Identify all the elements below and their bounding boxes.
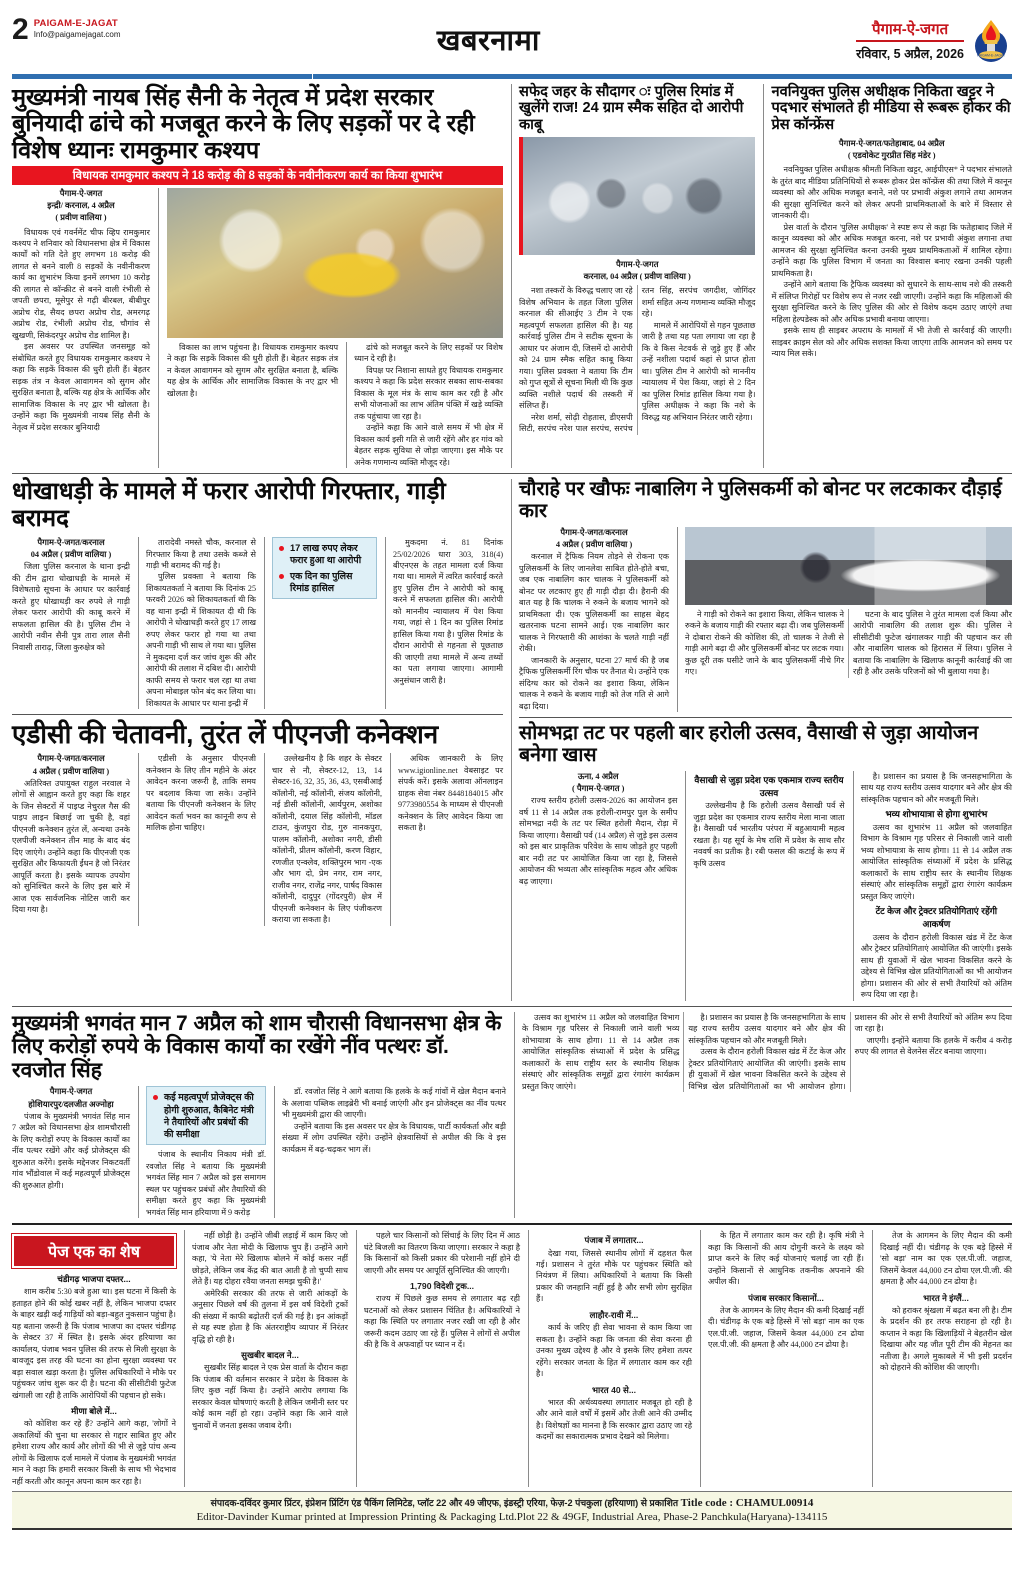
road-byline-1: पैगाम-ऐ-जगत/करनाल — [560, 527, 628, 537]
road-para-2: जानकारी के अनुसार, घटना 27 मार्च की है जब ट्रैफिक पुलिसकर्मी रिंग चौक पर तैनात थे। उन्होंने एक संदिग्ध कार को रोकने का इशारा किया, लेकिन चालक ने रुकने के बजाय गाड़ी को तेज गति से आगे बढ़ा दिया। — [519, 655, 670, 711]
holi-para-5: उत्सव के दौरान हरोली विकास खंड में टेंट केज और ट्रेक्टर प्रतियोगिताएं आयोजित की जाएंगी। इसके साथ ही युवाओं में खेल भावना विकसित करने के उद्देश्य से विभिन्न खेल प्रतियोगिताओं का भी आयोजन होगा। प्रशासन की ओर से सभी तैयारियों को अंतिम रूप दिया जा रहा है। — [860, 932, 1013, 1000]
rest-item-title: भारत 40 से... — [592, 1384, 636, 1395]
page-one-rest-section — [12, 1230, 1012, 1487]
fraud-para-1: जिला पुलिस करनाल के थाना इन्द्री की टीम द्वारा धोखाधड़ी के मामले में विशेषताग्रे सूचना के आधार पर कार्रवाई करते हुए धोखाधड़ी कर रुपये ले गाड़ी लेकर फरार आरोपी की काबू करने में सफलता हासिल की है। पुलिस टीम ने आरोपी नवीन सैनी पुत्र तारा लाल सैनी निवासी ताराढ़, जिला कुरुक्षेत्र को — [12, 562, 130, 652]
bhagwant-byline-1: पैगाम-ऐ-जगत — [49, 1087, 93, 1097]
holi-subhead-3: टेंट केज और ट्रेक्टर प्रतियोगिताएं रहेंगी आकर्षण — [875, 906, 998, 930]
page-one-rest-col-1 — [12, 1230, 176, 1487]
footer-imprint-hi: संपादक-दविंदर कुमार प्रिंटर, इंप्रेशन प्रिंटिंग एंड पैकिंग लिमिटेड, प्लॉट 22 और 49 जीएफ, इंडस्ट्री एरिया, फेज़-2 पंचकुला (हरियाणा) से प्रकाशित — [210, 1498, 679, 1509]
road-article — [512, 479, 1012, 712]
rest-item-body: को हराकर श्रृंखला में बढ़त बना ली है। टीम के प्रदर्शन की हर तरफ सराहना हो रही है। कप्तान ने कहा कि खिलाड़ियों ने बेहतरीन खेल दिखाया और यह जीत पूरी टीम की मेहनत का नतीजा है। अगले मुकाबले में भी इसी प्रदर्शन को दोहराने की कोशिश की जाएगी। — [880, 1305, 1012, 1373]
page-number: 2 — [12, 13, 29, 46]
smack-headline: सफेद जहर के सौदागर ः पुलिस रिमांड में खुलेंगे राज! 24 ग्राम स्मैक सहित दो आरोपी काबू — [518, 84, 744, 133]
sp-para-4: इसके साथ ही साइबर अपराध के मामलों में भी तेजी से कार्रवाई की जाएगी। साइबर क्राइम सेल को और अधिक सशक्त किया जाएगा ताकि आमजन को समय पर न्याय मिल सके। — [771, 326, 1012, 359]
bhagwant-article — [12, 1012, 506, 1219]
sp-article — [763, 84, 1012, 468]
holi-cont-para-1: उत्सव का शुभारंभ 11 अप्रैल को जलवाहित विभाग के विश्राम गृह परिसर से निकाली जाने वाली भव्य शोभायात्रा के साथ होगा। 11 से 14 अप्रैल तक आयोजित सांस्कृतिक संध्याओं में प्रदेश के प्रसिद्ध कलाकारों के साथ राष्ट्रीय स्तर के स्थानीय शिक्षक संस्थाएं और सांस्कृतिक समूहों द्वारा रंगारंग कार्यक्रम प्रस्तुत किए जाएंगे। — [522, 1012, 680, 1091]
right-stack — [511, 479, 1012, 1001]
masthead-brand-block — [34, 16, 121, 40]
rest-item-body: को कोशिश कर रहे हैं? उन्होंने आगे कहा, 'लोगों ने अकालियों की चुना था सरकार से गद्दार साबित हुए और हमेशा राज्य और कार्य और लोगों की भी से जुड़े पांच अन्य लोगों के खिलाफ दर्ज मामले में पंजाब के मुख्यमंत्री भगवंत मान ने कहा कि हमारी सरकार किसी के साथ भी भेदभाव नहीं करती और कानून अपना काम कर रहा है। — [12, 1419, 176, 1486]
svg-text:PAIGAM-E-JAGAT: PAIGAM-E-JAGAT — [976, 53, 1006, 58]
fraud-bullet-item: 17 लाख रुपए लेकर फरार हुआ था आरोपी — [279, 542, 370, 567]
bhagwant-bullet-box — [146, 1086, 266, 1145]
sp-byline-1: पैगाम-ऐ-जगत/फतेहाबाद, 04 अप्रैल — [838, 139, 945, 149]
contact-email: Info@paigamejagat.com — [33, 30, 121, 40]
smack-byline-2: करनाल, 04 अप्रैल ( प्रवीण वालिया ) — [583, 272, 691, 282]
lead-article — [12, 84, 503, 468]
lead-col1-para1: विधायक एवं गवर्नमेंट चीफ व्हिप रामकुमार कश्यप ने शनिवार को विधानसभा क्षेत्र में विकास कार्यों को गति देते हुए लगभग 18 करोड़ की लागत से बनने वाली 8 सड़कों के नवीनीकरण कार्य का शुभारंभ किया इनमें लगभग 10 करोड़ की लागत से कॉन्क्रीट से बनने वाली रंभीली से जपती छपरा, मूसेपुर से गढ़ी बीरबल, बीबीपुर अप्रोच रोड, सैयद छपरा अप्रोच रोड, अमरगढ़ अप्रोच रोड, रंभीली अप्रोच रोड, चौगांव से खुखणी, सिकंदरपुर अप्रोच रोड शामिल है। — [12, 227, 150, 340]
masthead-divider — [12, 74, 1012, 79]
rest-item-body: राज्य में पिछले कुछ समय से लगातार बढ़ रही घटनाओं को लेकर प्रशासन चिंतित है। अधिकारियों ने कहा कि स्थिति पर लगातार नजर रखी जा रही है और जरूरी कदम उठाए जा रहे हैं। पुलिस ने लोगों से अपील की है कि वे अफवाहों पर ध्यान न दें। — [364, 1294, 520, 1350]
lead-byline-3: ( प्रवीण वालिया ) — [55, 213, 107, 223]
sp-headline: नवनियुक्त पुलिस अधीक्षक निकिता खट्टर ने पदभार संभालते ही मीडिया से रूबरू होकर की प्रेस कॉन्फ्रेंस — [771, 84, 1011, 133]
road-para-4: घटना के बाद पुलिस ने तुरंत मामला दर्ज किया और आरोपी नाबालिग की तलाश शुरू की। पुलिस ने सीसीटीवी फुटेज खंगालकर गाड़ी की पहचान कर ली और नाबालिग चालक को हिरासत में लिया। पुलिस ने बताया कि नाबालिग के खिलाफ कानूनी कार्रवाई की जा रही है और उसके परिजनों को भी बुलाया गया है। — [853, 609, 1012, 677]
lead-col3-para3: उन्होंने कहा कि आने वाले समय में भी क्षेत्र में विकास कार्य इसी गति से जारी रहेंगे और हर गांव को बेहतर सड़क सुविधा से जोड़ा जाएगा। इस मौके पर अनेक गणमान्य व्यक्ति मौजूद रहे। — [354, 423, 503, 467]
holi-para-2: उल्लेखनीय है कि हरोली उत्सव वैसाखी पर्व से जुड़ा प्रदेश का एकमात्र राज्य स्तरीय मेला माना जाता है। वैसाखी पर्व भारतीय परंपरा में बहुआयामी महत्व रखता है। यह सूर्य के मेष राशि में प्रवेश के साथ सौर नववर्ष का प्रतीक है। रबी फसल की कटाई के रूप में कृषि उत्सव — [693, 801, 845, 868]
section-divider-2 — [12, 714, 503, 715]
road-para-1: करनाल में ट्रैफिक नियम तोड़ने से रोकना एक पुलिसकर्मी के लिए जानलेवा साबित होते-होते बचा, जब एक नाबालिग कार चालक ने पुलिसकर्मी को बोनट पर लटकाए हुए ही गाड़ी दौड़ा दी। हैरानी की बात यह है कि चालक ने रुकने के बजाय भागने को प्राथमिकता दी। एक पुलिसकर्मी का साहस बेहद खतरनाक घटना सामने आई। एक नाबालिग कार चालक ने गिरफ्तारी की आशंका के चलते गाड़ी नहीं रोकी। — [519, 552, 670, 654]
brand-name-en: PAIGAM-E-JAGAT — [33, 18, 118, 29]
smack-para-3: मामले में आरोपियों से गहन पूछताछ जारी है तथा यह पता लगाया जा रहा है कि वे किस नेटवर्क से जुड़े हुए हैं और उन्हें नशीला पदार्थ कहां से प्राप्त होता था। पुलिस टीम ने आरोपी को माननीय न्यायालय में पेश किया, जहां से 2 दिन का पुलिस रिमांड हासिल किया गया है। पुलिस अधीक्षक ने कहा कि नशे के विरुद्ध यह अभियान निरंतर जारी रहेगा। — [641, 320, 756, 422]
fraud-headline: धोखाधड़ी के मामले में फरार आरोपी गिरफ्तार, गाड़ी बरामद — [12, 478, 446, 533]
sp-para-3: उन्होंने आगे बताया कि ट्रैफिक व्यवस्था को सुधारने के साथ-साथ नशे की तस्करी में संलिप्त गिरोहों पर विशेष रूप से नजर रखी जाएगी। उन्होंने कहा कि महिलाओं की सुरक्षा सुनिश्चित करने के लिए पुलिस की ओर से विशेष कदम उठाए जाएंगे तथा महिला हेल्पडेस्क को और अधिक प्रभावी बनाया जाएगा। — [771, 280, 1012, 324]
smack-photo — [519, 137, 756, 255]
masthead-right — [856, 14, 1012, 64]
bhagwant-para-4: डॉ. रवजोत सिंह ने आगे बताया कि हलके के कई गांवों में खेल मैदान बनाने के अलावा पब्लिक लाइब्रेरी भी बनाई जाएंगी और इन प्रोजेक्ट्स का नींव पत्थर भी मुख्यमंत्री द्वारा की जाएगी। — [282, 1087, 506, 1120]
rest-item-body: देखा गया, जिससे स्थानीय लोगों में दहशत फैल गई। प्रशासन ने तुरंत मौके पर पहुंचकर स्थिति को नियंत्रण में लिया। अधिकारियों ने बताया कि किसी प्रकार की जनहानि नहीं हुई है और सभी लोग सुरक्षित हैं। — [536, 1248, 692, 1304]
road-para-3: ने गाड़ी को रोकने का इशारा किया, लेकिन चालक ने रुकने के बजाय गाड़ी की रफ्तार बढ़ा दी। जब पुलिसकर्मी ने दोबारा रोकने की कोशिश की, तो चालक ने तेजी से गाड़ी आगे बढ़ा दी और पुलिसकर्मी बोनट पर लटक गया। कुछ दूरी तक घसीटे जाने के बाद पुलिसकर्मी नीचे गिर गए। — [685, 609, 845, 677]
lead-headline: मुख्यमंत्री नायब सिंह सैनी के नेतृत्व में प्रदेश सरकार बुनियादी ढांचे को मजबूत करने के लिए सड़कों पर दे रही विशेष ध्यानः रामकुमार कश्यप — [12, 84, 475, 163]
road-headline: चौराहे पर खौफः नाबालिग ने पुलिसकर्मी को बोनट पर लटकाकर दौड़ाई कार — [519, 478, 1002, 523]
rest-filler-2: पहले चार किसानों को सिंचाई के लिए दिन में आठ घंटे बिजली का वितरण किया जाएगा। सरकार ने कहा है कि किसानों को किसी प्रकार की परेशानी नहीं होने दी जाएगी और समय पर आपूर्ति सुनिश्चित की जाएगी। — [364, 1231, 520, 1275]
bhagwant-byline-2: होशियारपुर/दलजीत अज्नोहा — [28, 1099, 114, 1109]
smack-article — [511, 84, 756, 468]
footer-imprint-en: Editor-Davinder Kumar printed at Impression Printing & Packaging Ltd.Plot 22 & 49GF, Industrial Area, Phase-2 Panchkula(Haryana)-134115 — [196, 1511, 828, 1524]
rest-item-body: सुखबीर सिंह बादल ने एक प्रेस वार्ता के दौरान कहा कि पंजाब की वर्तमान सरकार ने प्रदेश के विकास के लिए कुछ नहीं किया है। उन्होंने आरोप लगाया कि सरकार केवल घोषणाएं करती है लेकिन जमीनी स्तर पर कोई काम नहीं हो रहा। उन्होंने कहा कि आने वाले चुनावों में जनता इसका जवाब देगी। — [192, 1363, 348, 1430]
page-one-rest-col-4 — [528, 1230, 692, 1487]
footer-title-code: Title code : CHAMUL00914 — [680, 1497, 814, 1510]
bhagwant-bullet-item: कई महत्वपूर्ण प्रोजेक्ट्स की होगी शुरुआत, कैबिनेट मंत्री ने तैयारियों और प्रबंधों की की समीक्षा — [153, 1091, 259, 1140]
png-byline-1: पैगाम-ऐ-जगत/करनाल — [37, 754, 105, 764]
bhagwant-cont-para: जाएगी। इन्होंने बताया कि हलके में करीब 4 करोड़ रुपए की लागत से वेलनेस सेंटर बनाया जाएगा। — [854, 1035, 1012, 1057]
rest-item-body: शाम करीब 5:30 बजे हुआ था। इस घटना में किसी के हताहत होने की कोई खबर नहीं है, लेकिन भाजपा दफ्तर के बाहर खड़ी कई गाड़ियों को बड़ा-बहुत नुकसान पहुंचा है। यह बताना जरूरी है कि पंजाब भाजपा का दफ्तर चंडीगढ़ के सेक्टर 37 में स्थित है। इसके अंदर हरियाणा का कार्यालय, पंजाब भवन पुलिस की तरफ से मिली सुरक्षा के बावजूद इस तरह की घटना का होना सुरक्षा व्यवस्था पर बड़ा सवाल खड़ा करता है। पुलिस अधिकारियों ने मौके पर पहुंचकर जांच शुरू कर दी है। घटना की सीसीटीवी फुटेज खंगाली जा रही है ताकि आरोपियों की पहचान हो सके। — [12, 1287, 176, 1400]
fraud-para-4: मुकदमा नं. 81 दिनांक 25/02/2026 धारा 303, 318(4) बीएनएस के तहत मामला दर्ज किया गया था। मामले में त्वरित कार्रवाई करते हुए पुलिस टीम ने आरोपी को काबू करने में सफलता हासिल की। आरोपी को माननीय न्यायालय में पेश किया गया, जहां से 1 दिन का पुलिस रिमांड हासिल किया गया है। पुलिस रिमांड के दौरान आरोपी से गहनता से पूछताछ की जाएगी तथा मामले में अन्य तथ्यों का पता लगाया जाएगा। आगामी अनुसंधान जारी है। — [393, 538, 504, 685]
fraud-article — [12, 479, 503, 709]
rest-item-body: के हित में लगातार काम कर रही है। कृषि मंत्री ने कहा कि किसानों की आय दोगुनी करने के लक्ष्य को प्राप्त करने के लिए कई योजनाएं चलाई जा रही हैं। उन्होंने किसानों से आधुनिक तकनीक अपनाने की अपील की। — [708, 1231, 864, 1287]
section-divider-5 — [12, 1223, 1012, 1225]
masthead — [12, 14, 1012, 70]
road-photo — [685, 527, 1012, 605]
bhagwant-headline: मुख्यमंत्री भगवंत मान 7 अप्रैल को शाम चौरासी विधानसभा क्षेत्र के लिए करोड़ों रुपये के विकास कार्यों का रखेंगे नींव पत्थरः डॉ. रवजोत सिंह — [12, 1011, 502, 1082]
holi-subhead-1: वैसाखी से जुड़ा प्रदेश एक एकमात्र राज्य स्तरीय उत्सव — [694, 774, 844, 798]
holi-subhead-2: भव्य शोभायात्रा से होगा शुभारंभ — [885, 809, 988, 820]
road-byline-2: 4 अप्रैल ( प्रवीण वालिया ) — [555, 540, 633, 550]
rest-item-body: भारत की अर्थव्यवस्था लगातार मजबूत हो रही है और आने वाले वर्षों में इसमें और तेजी आने की उम्मीद है। विशेषज्ञों का मानना है कि सरकार द्वारा उठाए जा रहे कदमों का सकारात्मक प्रभाव देखने को मिलेगा। — [536, 1397, 692, 1442]
lead-col1-para2: इस अवसर पर उपस्थित जनसमूह को संबोधित करते हुए विधायक रामकुमार कश्यप ने कहा कि सड़कें विकास की धुरी होती हैं। बेहतर सड़क तंत्र न केवल आवागमन को सुगम और सुरक्षित बनाता है, बल्कि यह क्षेत्र के आर्थिक और सामाजिक विकास के नए द्वार भी खोलता है। उन्होंने कहा कि मुख्यमंत्री नायब सिंह सैनी के नेतृत्व में प्रदेश सरकार बुनियादी — [12, 342, 150, 432]
png-para-4: अधिक जानकारी के लिए www.igionline.net वेबसाइट पर संपर्क करें। इसके अलावा ऑनलाइन ग्राहक सेवा नंबर 8448184015 और 9773980554 के माध्यम से पीएनजी कनेक्शन के लिए आवेदन किया जा सकता है। — [398, 754, 504, 833]
page-one-rest-col-5 — [700, 1230, 864, 1487]
rest-item-title: 1,790 विदेशी ट्रक... — [409, 1281, 474, 1292]
fraud-byline-2: 04 अप्रैल ( प्रवीण वालिया ) — [30, 550, 112, 560]
holi-para-3: है। प्रशासन का प्रयास है कि जनसहभागिता के साथ यह राज्य स्तरीय उत्सव यादगार बने और क्षेत्र की सांस्कृतिक पहचान को और मजबूती मिले। — [860, 771, 1013, 804]
lead-byline-2: इन्द्री/ करनाल, 4 अप्रैल — [47, 201, 115, 211]
rest-item-title: पंजाब में लगातार... — [584, 1235, 644, 1246]
torch-logo-icon — [970, 16, 1012, 64]
fraud-para-3: पुलिस प्रवक्ता ने बताया कि शिकायतकर्ता ने बताया कि दिनांक 25 फरवरी 2026 को शिकायतकर्ता थी कि वह थाना इन्द्री में शिकायत दी थी कि आरोपी ने धोखाधड़ी करते हुए 17 लाख रुपए लेकर फरार हो गया था तथा अपनी गाड़ी भी साथ ले गया था। पुलिस ने मुकदमा दर्ज कर जांच शुरू की और आरोपी की तलाश में दबिश दी। आरोपी काफी समय से फरार चल रहा था तथा अपना मोबाइल फोन बंद कर लिया था। शिकायत के आधार पर थाना इन्द्री में — [146, 572, 256, 708]
rest-item-title: मीणा बोले में... — [71, 1406, 117, 1417]
rest-item-title: भारत ने इंग्लैं... — [923, 1292, 969, 1303]
sp-byline-2: ( एडवोकेट गुरप्रीत सिंह मंडेर ) — [847, 151, 936, 161]
png-para-1: अतिरिक्त उपायुक्त राहुल नरवाल ने लोगों से आह्वान करते हुए कहा कि शहर के जिन सेक्टरों में पाइप्ड नेचुरल गैस की पाइप लाइन बिछाई जा चुकी है, वहां पीएनजी कनेक्शन तुरंत लें, अन्यथा उनके एलपीजी कनेक्शन तीन माह के बाद बंद दिए जाएंगे। उन्होंने कहा कि पीएनजी एक सुरक्षित और किफायती ईंधन है जो निरंतर आपूर्ति करता है। इसके व्यापक उपयोग को सुनिश्चित करने के लिए इस बारे में आज एक सार्वजनिक नोटिस जारी कर दिया गया है। — [12, 778, 130, 915]
smack-para-1: नशा तस्करों के विरुद्ध चलाए जा रहे विशेष अभियान के तहत जिला पुलिस करनाल की सीआईए 3 टीम ने एक महत्वपूर्ण सफलता हासिल की है। यह कार्रवाई पुलिस टीम ने सटीक सूचना के आधार पर अंजाम दी, जिसमें दो आरोपी को 24 ग्राम स्मैक सहित काबू किया गया। पुलिस प्रवक्ता ने बताया कि टीम को गुप्त सूत्रों से सूचना मिली थी कि कुछ व्यक्ति नशीले पदार्थ की तस्करी में संलिप्त हैं। — [518, 286, 633, 411]
page-one-rest-badge: पेज एक का शेष — [12, 1234, 176, 1268]
left-stack — [12, 479, 503, 1001]
section-divider-3 — [519, 717, 1012, 718]
rest-item-title: लाहौर-रावी में... — [589, 1309, 639, 1320]
fraud-byline-1: पैगाम-ऐ-जगत/करनाल — [37, 538, 105, 548]
second-section — [12, 479, 1012, 1001]
rest-filler-4: तेज के आगमन के लिए मैदान की कमी दिखाई नहीं दी। चंडीगढ़ के एक बड़े हिस्से में 'सो बड़ा' नाम का एक एल.पी.जी. जहाज, जिसमें केवल 44,000 टन ढोया एल.पी.जी. की क्षमता है और 44,000 टन ढोया है। — [708, 1305, 864, 1350]
page-one-rest-col-6 — [872, 1230, 1012, 1487]
lead-col2-para: विकास का लाभ पहुंचना है। विधायक रामकुमार कश्यप ने कहा कि सड़कें विकास की धुरी होती हैं। बेहतर सड़क तंत्र न केवल आवागमन को सुगम और सुरक्षित बनाता है, बल्कि यह क्षेत्र के आर्थिक और सामाजिक विकास के नए द्वार भी खोलता है। — [167, 342, 339, 398]
rest-filler-3: कार्य के जरिए ही सेवा भावना से काम किया जा सकता है। उन्होंने कहा कि जनता की सेवा करना ही उनका मुख्य उद्देश्य है और वे इसके लिए हमेशा तत्पर रहेंगे। सरकार जनता के हित में लगातार काम कर रही है। — [536, 1323, 692, 1379]
bhagwant-section — [12, 1012, 1012, 1219]
publication-date: रविवार, 5 अप्रैल, 2026 — [856, 46, 964, 61]
lead-photo — [167, 188, 503, 338]
section-divider-1 — [12, 473, 1012, 474]
sp-para-2: प्रेस वार्ता के दौरान 'पुलिस अधीक्षक' ने स्पष्ट रूप से कहा कि फतेहाबाद जिले में कानून व्यवस्था को और अधिक मजबूत करना, नशे पर प्रभावी अंकुश लगाना तथा आमजन की सुरक्षा सुनिश्चित करना उनकी मुख्य प्राथमिकताओं में शामिल रहेगा। उन्होंने कहा कि पुलिस विभाग में जनता का विश्वास बनाए रखना उनकी पहली प्राथमिकता है। — [771, 222, 1012, 278]
png-article — [12, 720, 503, 925]
rest-filler-5: तेज के आगमन के लिए मैदान की कमी दिखाई नहीं दी। चंडीगढ़ के एक बड़े हिस्से में 'सो बड़ा' नाम का एक एल.पी.जी. जहाज, जिसमें केवल 44,000 टन ढोया एल.पी.जी. की क्षमता है और 44,000 टन ढोया है। — [880, 1231, 1012, 1287]
lead-col3-para2: विपक्ष पर निशाना साधते हुए विधायक रामकुमार कश्यप ने कहा कि प्रदेश सरकार सबका साथ-सबका विकास के मूल मंत्र के साथ काम कर रही है और सभी योजनाओं का लाभ अंतिम पंक्ति में खड़े व्यक्ति तक पहुंचाया जा रहा है। — [354, 365, 503, 421]
masthead-left — [12, 14, 121, 45]
top-section — [12, 84, 1012, 468]
rest-filler-1: नहीं छोड़ी है। उन्होंने जीबी लड़ाई में काम किए जो पंजाब और नेता मोदी के खिलाफ चुप हैं। उन्होंने आगे कहा, 'ये नेता मेरे खिलाफ बोलने में कोई कसर नहीं छोड़ते, लेकिन जब केंद्र की बात आती है तो चुप्पी साध लेते हैं। यह दोहरा रवैया जनता समझ चुकी है।' — [192, 1231, 348, 1287]
holi-byline-2: ( पैगाम-ऐ-जगत ) — [572, 783, 625, 793]
holi-headline: सोमभद्रा तट पर पहली बार हरोली उत्सव, वैसाखी से जुड़ा आयोजन बनेगा खास — [519, 722, 979, 766]
section-title: खबरनामा — [436, 25, 540, 57]
holi-continuation — [514, 1012, 1012, 1219]
rest-item-body: अमेरिकी सरकार की तरफ से जारी आंकड़ों के अनुसार पिछले वर्ष की तुलना में इस वर्ष विदेशी ट्रकों की संख्या में काफी बढ़ोतरी दर्ज की गई है। इन आंकड़ों से यह स्पष्ट होता है कि अंतरराष्ट्रीय व्यापार में निरंतर वृद्धि हो रही है। — [192, 1288, 348, 1344]
holi-byline-1: ऊना, 4 अप्रैल — [577, 771, 619, 781]
rest-item-title: पंजाब सरकार किसानों... — [748, 1292, 824, 1303]
lead-byline-1: पैगाम-ऐ-जगत — [59, 188, 103, 198]
bhagwant-para-2: पंजाब के स्थानीय निकाय मंत्री डॉ. रवजोत सिंह ने बताया कि मुख्यमंत्री भगवंत सिंह मान 7 अप्रैल को इस समागम स्थल पर पहुंचकर प्रबंधों और तैयारियों की समीक्षा करते हुए कहा कि मुख्यमंत्री भगवंत सिंह मान हरियाणा में 9 करोड़ — [146, 1150, 266, 1217]
rest-item-title: सुखबीर बादल ने... — [241, 1350, 299, 1361]
png-para-3: उल्लेखनीय है कि शहर के सेक्टर चार से नौ, सेक्टर-12, 13, 14 सेक्टर-16, 32, 35, 36, 43, एसबीआई कॉलोनी, नई कॉलोनी, संजय कॉलोनी, नई डीसी कॉलोनी, आर्यपुरम, अशोका कॉलोनी, दयाल सिंह कॉलोनी, मॉडल टाउन, कुंजपुरा रोड, गुरु नानकपुरा, पालम कॉलोनी, अशोका नगरी, डीसी कॉलोनी, प्रीतम कॉलोनी, करण विहार, रणजीत एन्क्लेव, शक्तिपुरम भाग -एक और भाग दो, प्रेम नगर, राम नगर, राजीव नगर, राजेंद्र नगर, पार्षद विकास कॉलोनी, दादुपुर (गोंदरपुरी) क्षेत्र में पीएनजी कनेक्शन के लिए पंजीकरण कराया जा सकता है। — [272, 754, 382, 925]
publication-logo-text: पैगाम-ऐ-जगत — [856, 19, 964, 42]
lead-redbar-subhead: विधायक रामकुमार कश्यप ने 18 करोड़ की 8 सड़कों के नवीनीकरण कार्य का किया शुभारंभ — [12, 166, 503, 185]
png-headline: एडीसी की चेतावनी, तुरंत लें पीएनजी कनेक्शन — [12, 719, 439, 750]
holi-para-4: उत्सव का शुभारंभ 11 अप्रैल को जलवाहित विभाग के विश्राम गृह परिसर से निकाली जाने वाली भव्य शोभायात्रा के साथ होगा। 11 से 14 अप्रैल तक आयोजित सांस्कृतिक संध्याओं में प्रदेश के प्रसिद्ध कलाकारों के साथ राष्ट्रीय स्तर के स्थानीय शिक्षक संस्थाएं और सांस्कृतिक समूहों द्वारा रंगारंग कार्यक्रम प्रस्तुत किए जाएंगे। — [860, 822, 1013, 901]
png-para-2: एडीसी के अनुसार पीएनजी कनेक्शन के लिए तीन महीने के अंदर आवेदन करना जरूरी है, ताकि समय पर बदलाव किया जा सके। उन्होंने बताया कि पीएनजी कनेक्शन के लिए आवेदन कर्ता भवन का कानूनी रूप से मालिक होना चाहिए। — [146, 754, 256, 833]
holi-para-1: राज्य स्तरीय हरोली उत्सव-2026 का आयोजन इस वर्ष 11 से 14 अप्रैल तक हरोली-रामपुर पुल के समीप सोमभद्रा नदी के तट पर स्थित हरोली मैदान, रोड़ा में किया जाएगा। वैसाखी पर्व (14 अप्रैल) से जुड़े इस उत्सव को इस बार प्राकृतिक परिवेश के साथ जोड़ते हुए पहली बार नदी तट पर आयोजित किया जा रहा है, जिससे आयोजन की भव्यता और सांस्कृतिक महत्व और अधिक बढ़ जाएगा। — [519, 796, 678, 886]
page-one-rest-col-3 — [356, 1230, 520, 1487]
smack-byline-1: पैगाम-ऐ-जगत — [615, 260, 659, 270]
masthead-center — [121, 14, 857, 59]
page-one-rest-col-2 — [184, 1230, 348, 1487]
fraud-para-2: तारादेवी नमस्ते चौक, करनाल से गिरफ्तार किया है तथा उसके कब्जे से गाड़ी भी बरामद की गई है। — [146, 538, 256, 570]
holi-cont-para-2: है। प्रशासन का प्रयास है कि जनसहभागिता के साथ यह राज्य स्तरीय उत्सव यादगार बने और क्षेत्र की सांस्कृतिक पहचान को और मजबूती मिले। — [688, 1012, 846, 1045]
bhagwant-para-1: पंजाब के मुख्यमंत्री भगवंत सिंह मान 7 अप्रैल को विधानसभा क्षेत्र शामचौरासी के लिए करोड़ों रुपए के विकास कार्यों का नींव पत्थर रखेंगे और कई प्रोजेक्ट्स की शुरुआत करेंगे। इसके मद्देनजर निकटवर्ती गांव भौंडोवाल में कई महत्वपूर्ण प्रोजेक्ट्स की शुरुआत होगी। — [12, 1111, 130, 1190]
page-footer — [12, 1491, 1012, 1530]
png-byline-2: 4 अप्रैल ( प्रवीण वालिया ) — [32, 766, 110, 776]
fraud-bullet-item: एक दिन का पुलिस रिमांड हासिल — [279, 570, 370, 595]
holi-article — [512, 723, 1012, 1001]
section-divider-4 — [12, 1006, 1012, 1007]
fraud-bullet-box — [272, 537, 377, 599]
holi-cont-para-3: उत्सव के दौरान हरोली विकास खंड में टेंट केज और ट्रेक्टर प्रतियोगिताएं आयोजित की जाएंगी। इसके साथ ही युवाओं में खेल भावना विकसित करने के उद्देश्य से विभिन्न खेल प्रतियोगिताओं का भी आयोजन होगा। प्रशासन की ओर से सभी तैयारियों को अंतिम रूप दिया जा रहा है। — [688, 1012, 1012, 1091]
sp-para-1: नवनियुक्त पुलिस अधीक्षक श्रीमती निकिता खट्टर, आईपीएस* ने पदभार संभालते के तुरंत बाद मीडिया प्रतिनिधियों से रूबरू होकर प्रेस कॉन्फ्रेंस की तथा जिले में कानून व्यवस्था को और अधिक मजबूत बनाने, नशे पर प्रभावी अंकुश लगाने तथा आमजन की सुरक्षा सुनिश्चित करने को लेकर अपनी प्राथमिकताओं के बारे में विस्तार से जानकारी दी। — [771, 165, 1012, 221]
bhagwant-para-5: उन्होंने बताया कि इस अवसर पर क्षेत्र के विधायक, पार्टी कार्यकर्ता और बड़ी संख्या में लोग उपस्थित रहेंगे। उन्होंने क्षेत्रवासियों से अपील की कि वे इस कार्यक्रम में बढ़-चढ़कर भाग लें। — [282, 1121, 506, 1154]
lead-col3-para1: ढांचे को मजबूत करने के लिए सड़कों पर विशेष ध्यान दे रही है। — [354, 342, 503, 364]
rest-item-title: चंडीगढ़ भाजपा दफ्तर... — [57, 1274, 131, 1285]
smack-para-2: नरेश शर्मा, सोढ़ी रोहतास, डीएसपी सिटी, सरपंच नरेश पाल सरपंच, सरपंच रतन सिंह, सरपंच जगदीश, जोगिंदर शर्मा सहित अन्य गणमान्य व्यक्ति मौजूद रहे। — [518, 286, 756, 434]
